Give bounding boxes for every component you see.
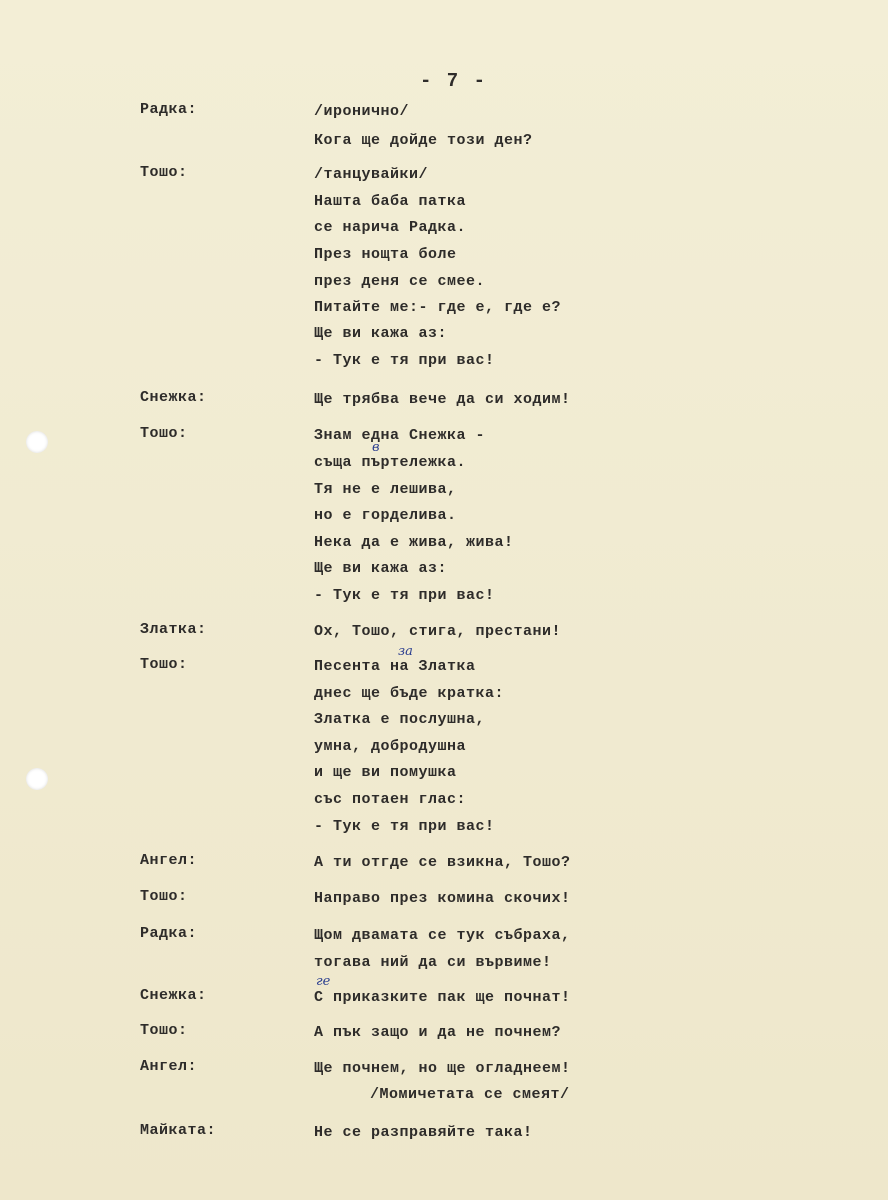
speaker-name: Златка:	[140, 621, 207, 638]
dialogue-line: Нашта баба патка	[314, 193, 467, 210]
dialogue-line: Тя не е лешива,	[314, 481, 457, 498]
dialogue-line: със потаен глас:	[314, 791, 467, 808]
speaker-name: Тошо:	[140, 164, 188, 181]
dialogue-line: Не се разправяйте така!	[314, 1124, 533, 1141]
dialogue-line: Знам една Снежка -	[314, 427, 486, 444]
punch-hole	[26, 768, 48, 790]
dialogue-line: А ти отгде се взикна, Тошо?	[314, 854, 571, 871]
dialogue-line: През нощта боле	[314, 246, 457, 263]
speaker-name: Ангел:	[140, 852, 198, 869]
speaker-name: Радка:	[140, 101, 198, 118]
dialogue-line: Питайте ме:- где е, где е?	[314, 299, 562, 316]
dialogue-line: Златка е послушна,	[314, 711, 486, 728]
dialogue-line: умна, добродушна	[314, 738, 467, 755]
speaker-name: Тошо:	[140, 888, 188, 905]
dialogue-line: Щом двамата се тук събраха,	[314, 927, 571, 944]
speaker-name: Тошо:	[140, 1022, 188, 1039]
stage-direction: /Момичетата се смеят/	[370, 1086, 570, 1103]
dialogue-line: Направо през комина скочих!	[314, 890, 571, 907]
dialogue-line: Ох, Тошо, стига, престани!	[314, 623, 562, 640]
speaker-name: Снежка:	[140, 389, 207, 406]
punch-hole	[26, 431, 48, 453]
dialogue-line: Ще ви кажа аз:	[314, 325, 448, 342]
dialogue-line: - Тук е тя при вас!	[314, 818, 495, 835]
handwritten-correction: за	[398, 644, 413, 659]
speaker-name: Радка:	[140, 925, 198, 942]
dialogue-line: Ще почнем, но ще огладнеем!	[314, 1060, 571, 1077]
dialogue-line: през деня се смее.	[314, 273, 486, 290]
handwritten-correction: в	[372, 440, 380, 455]
speaker-name: Тошо:	[140, 425, 188, 442]
dialogue-line: /иронично/	[314, 103, 410, 120]
speaker-name: Снежка:	[140, 987, 207, 1004]
dialogue-line: - Тук е тя при вас!	[314, 587, 495, 604]
dialogue-line: Нека да е жива, жива!	[314, 534, 514, 551]
dialogue-line: А пък защо и да не почнем?	[314, 1024, 562, 1041]
dialogue-line: съща пъртележка.	[314, 454, 467, 471]
speaker-name: Майката:	[140, 1122, 217, 1139]
speaker-name: Ангел:	[140, 1058, 198, 1075]
dialogue-line: - Тук е тя при вас!	[314, 352, 495, 369]
dialogue-line: С приказките пак ще почнат!	[314, 989, 571, 1006]
dialogue-line: /танцувайки/	[314, 166, 429, 183]
dialogue-line: но е горделива.	[314, 507, 457, 524]
page-number: - 7 -	[420, 70, 488, 92]
dialogue-line: Песента на Златка	[314, 658, 476, 675]
dialogue-line: днес ще бъде кратка:	[314, 685, 505, 702]
dialogue-line: Ще ви кажа аз:	[314, 560, 448, 577]
dialogue-line: тогава ний да си вървиме!	[314, 954, 552, 971]
speaker-name: Тошо:	[140, 656, 188, 673]
dialogue-line: Ще трябва вече да си ходим!	[314, 391, 571, 408]
dialogue-line: и ще ви помушка	[314, 764, 457, 781]
dialogue-line: се нарича Радка.	[314, 219, 467, 236]
dialogue-line: Кога ще дойде този ден?	[314, 132, 533, 149]
handwritten-correction: ге	[316, 974, 331, 989]
